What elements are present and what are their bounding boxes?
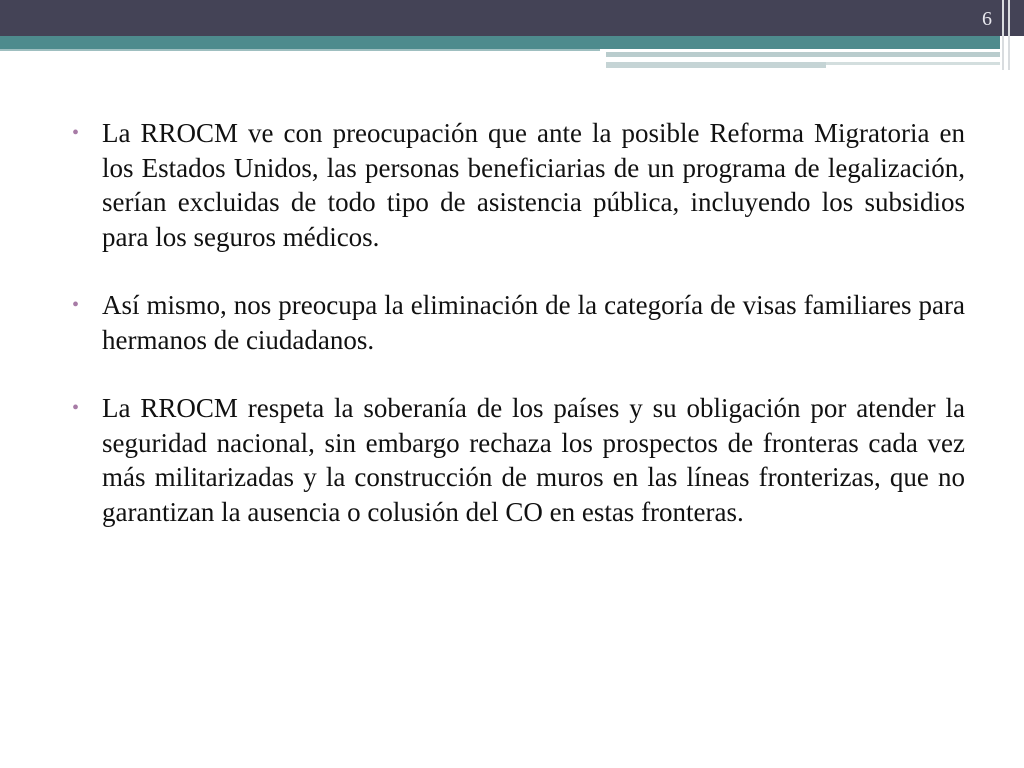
header-dark-band [0,0,1024,36]
bullet-icon: • [72,122,80,144]
bullet-icon: • [72,397,80,419]
bullet-item [72,391,965,529]
bullet-item [72,116,965,254]
header-accent-strip [606,62,826,68]
bullet-text: Así mismo, nos preocupa la eliminación de la categoría de visas familiares para hermanos de ciudadanos. [102,290,965,355]
header-vertical-line [1002,0,1004,70]
bullet-text: La RROCM respeta la soberanía de los países y su obligación por atender la seguridad nacional, sin embargo rechaza los prospectos de fronteras cada vez más militarizadas y la construcción de muros en las líneas fronterizas, que no garantizan la ausencia o colusión del CO en estas fronteras. [102,393,965,527]
bullet-icon: • [72,294,80,316]
header-accent-strip [606,52,1000,57]
header-accent-line [0,49,600,51]
slide-body [72,116,965,563]
header-teal-band [0,36,1000,49]
bullet-item [72,288,965,357]
bullet-text: La RROCM ve con preocupación que ante la posible Reforma Migratoria en los Estados Unidos, las personas beneficiarias de un programa de legalización, serían excluidas de todo tipo de asistencia pública, incluyendo los subsidios para los seguros médicos. [102,118,965,252]
header-accent-strip [826,62,1000,65]
page-number: 6 [982,8,992,30]
header-vertical-line [1008,0,1010,70]
